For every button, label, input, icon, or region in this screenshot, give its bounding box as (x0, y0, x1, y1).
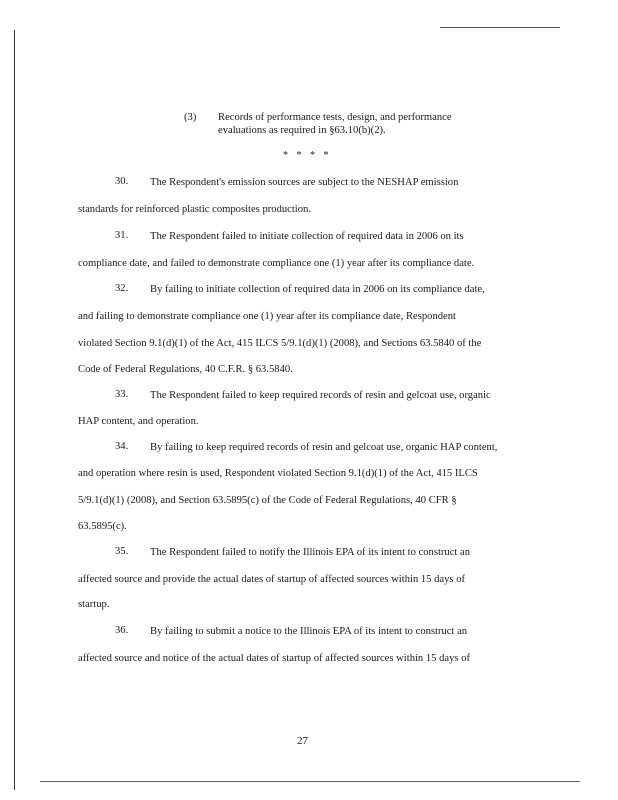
paragraph-number: 31. (115, 230, 129, 241)
paragraph-line: startup. (78, 599, 110, 610)
list-item-line: evaluations as required in §63.10(b)(2). (218, 125, 386, 136)
paragraph-line: affected source and notice of the actual dates of startup of affected sources within 15 days of (78, 653, 471, 664)
paragraph-number: 30. (115, 176, 129, 187)
scan-border-bottom (40, 781, 580, 782)
paragraph-line: affected source and provide the actual dates of startup of affected sources within 15 days of (78, 574, 466, 585)
paragraph-line: and failing to demonstrate compliance one (1) year after its compliance date, Respondent (78, 311, 456, 322)
section-separator: * * * * (283, 150, 332, 161)
paragraph-number: 36. (115, 625, 129, 636)
scan-border-top (440, 27, 560, 28)
paragraph-line: By failing to keep required records of resin and gelcoat use, organic HAP content, (150, 442, 498, 453)
list-item-marker: (3) (184, 112, 197, 123)
paragraph-line: 5/9.1(d)(1) (2008), and Section 63.5895(c) of the Code of Federal Regulations, 40 CFR § (78, 495, 457, 506)
paragraph-line: By failing to initiate collection of required data in 2006 on its compliance date, (150, 284, 485, 295)
paragraph-line: 63.5895(c). (78, 521, 127, 532)
paragraph-line: standards for reinforced plastic composites production. (78, 204, 311, 215)
paragraph-line: HAP content, and operation. (78, 416, 199, 427)
paragraph-line: The Respondent failed to initiate collection of required data in 2006 on its (150, 231, 464, 242)
list-item-line: Records of performance tests, design, and performance (218, 112, 452, 123)
paragraph-number: 33. (115, 389, 129, 400)
paragraph-line: By failing to submit a notice to the Illinois EPA of its intent to construct an (150, 626, 468, 637)
paragraph-line: The Respondent failed to notify the Illinois EPA of its intent to construct an (150, 547, 471, 558)
page-number: 27 (297, 735, 308, 747)
paragraph-line: and operation where resin is used, Respondent violated Section 9.1(d)(1) of the Act, 415 ILCS (78, 468, 478, 479)
scan-border-left (14, 30, 15, 790)
paragraph-number: 34. (115, 441, 129, 452)
paragraph-number: 32. (115, 283, 129, 294)
paragraph-line: The Respondent's emission sources are subject to the NESHAP emission (150, 177, 459, 188)
paragraph-line: violated Section 9.1(d)(1) of the Act, 415 ILCS 5/9.1(d)(1) (2008), and Sections 63.5840 of the (78, 338, 482, 349)
paragraph-number: 35. (115, 546, 129, 557)
paragraph-line: The Respondent failed to keep required records of resin and gelcoat use, organic (150, 390, 491, 401)
paragraph-line: Code of Federal Regulations, 40 C.F.R. § 63.5840. (78, 364, 293, 375)
paragraph-line: compliance date, and failed to demonstrate compliance one (1) year after its compliance date. (78, 258, 475, 269)
